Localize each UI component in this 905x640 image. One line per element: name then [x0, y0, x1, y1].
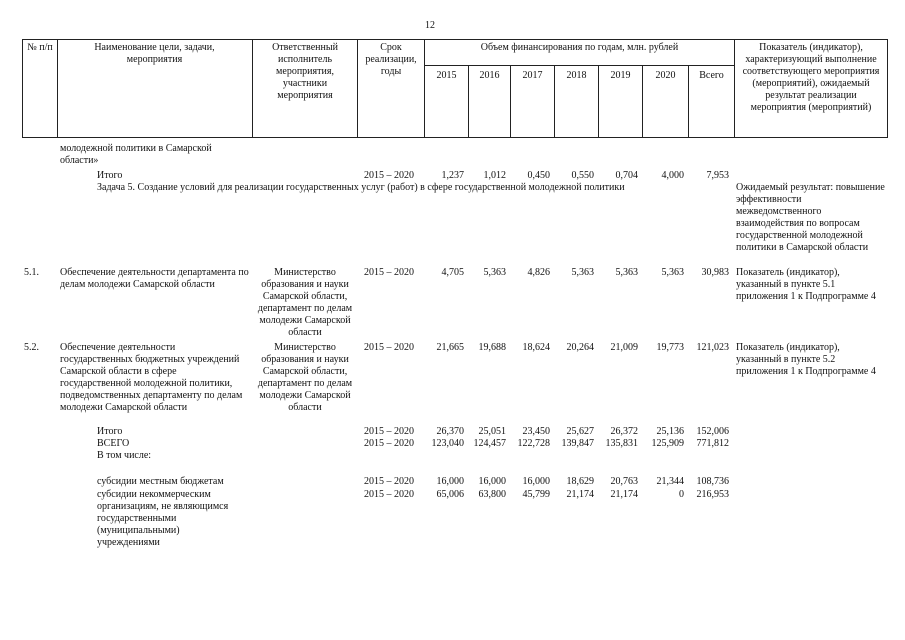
value-2015: 65,006: [436, 489, 464, 500]
header-term: Срок реализации, годы: [365, 42, 417, 77]
header-num: № п/п: [27, 42, 53, 53]
value-2020: 125,909: [651, 438, 684, 449]
row-label: субсидии некоммерческим организациям, не являющимся государственными (муниципальными) учреждениями: [97, 489, 229, 548]
header-year: 2018: [566, 70, 587, 81]
value-2017: 18,624: [522, 342, 550, 353]
value-2016: 63,800: [478, 489, 506, 500]
value-2019: 0,704: [615, 170, 638, 181]
value-2019: 26,372: [610, 426, 638, 437]
task-title: Задача 5. Создание условий для реализации государственных услуг (работ) в сфере государственной молодежной политики: [97, 182, 625, 193]
value-2015: 123,040: [431, 438, 464, 449]
value-2017: 4,826: [527, 267, 550, 278]
row-term: 2015 – 2020: [364, 342, 414, 353]
row-num: 5.2.: [24, 342, 39, 353]
value-2017: 45,799: [522, 489, 550, 500]
value-2018: 5,363: [571, 267, 594, 278]
row-name: Обеспечение деятельности департамента по делам молодежи Самарской области: [60, 267, 249, 290]
row-term: 2015 – 2020: [364, 438, 414, 449]
row-indicator: Показатель (индикатор), указанный в пункте 5.1 приложения 1 к Подпрограмме 4: [736, 267, 876, 302]
value-2016: 19,688: [478, 342, 506, 353]
value-2018: 20,264: [566, 342, 594, 353]
value-2018: 21,174: [566, 489, 594, 500]
header-name: Наименование цели, задачи, мероприятия: [94, 42, 215, 65]
page-number: 12: [425, 20, 435, 31]
value-2017: 122,728: [517, 438, 550, 449]
row-label: ВСЕГО: [97, 438, 130, 449]
value-2016: 124,457: [473, 438, 506, 449]
row-term: 2015 – 2020: [364, 476, 414, 487]
value-2015: 16,000: [436, 476, 464, 487]
value-total: 121,023: [696, 342, 729, 353]
value-2016: 1,012: [483, 170, 506, 181]
header-year: 2020: [655, 70, 676, 81]
value-2016: 25,051: [478, 426, 506, 437]
carry-over-text: молодежной политики в Самарской области»: [60, 143, 212, 166]
row-term: 2015 – 2020: [364, 267, 414, 278]
value-2019: 21,174: [610, 489, 638, 500]
value-2016: 5,363: [483, 267, 506, 278]
value-2019: 21,009: [610, 342, 638, 353]
value-total: 216,953: [696, 489, 729, 500]
value-2019: 135,831: [605, 438, 638, 449]
value-2015: 21,665: [436, 342, 464, 353]
value-2018: 25,627: [566, 426, 594, 437]
value-2018: 139,847: [561, 438, 594, 449]
row-term: 2015 – 2020: [364, 489, 414, 500]
value-2020: 5,363: [661, 267, 684, 278]
value-total: 771,812: [696, 438, 729, 449]
row-name: Обеспечение деятельности государственных бюджетных учреждений Самарской области в сфере государственной молодежной политики, подведомственных департаменту по делам молодежи Самарской области: [60, 342, 243, 413]
value-2018: 18,629: [566, 476, 594, 487]
header-year: 2015: [436, 70, 457, 81]
including-label: В том числе:: [97, 450, 152, 461]
value-total: 30,983: [701, 267, 729, 278]
value-total: 108,736: [696, 476, 729, 487]
value-2015: 26,370: [436, 426, 464, 437]
row-term: 2015 – 2020: [364, 426, 414, 437]
row-executor: Министерство образования и науки Самарской области, департамент по делам молодежи Самарской области: [257, 267, 353, 338]
row-executor: Министерство образования и науки Самарской области, департамент по делам молодежи Самарской области: [257, 342, 353, 413]
value-2020: 0: [679, 489, 684, 500]
value-2020: 19,773: [656, 342, 684, 353]
value-2016: 16,000: [478, 476, 506, 487]
value-2019: 5,363: [615, 267, 638, 278]
value-total: 7,953: [706, 170, 729, 181]
row-num: 5.1.: [24, 267, 39, 278]
row-label: субсидии местным бюджетам: [97, 476, 224, 487]
value-2017: 0,450: [527, 170, 550, 181]
row-label: Итого: [97, 170, 123, 181]
task-expected-result: Ожидаемый результат: повышение эффективности межведомственного взаимодействия по вопросам государственной молодежной политики в Самарской области: [736, 182, 885, 253]
row-label: Итого: [97, 426, 123, 437]
header-year: 2017: [522, 70, 543, 81]
value-2018: 0,550: [571, 170, 594, 181]
row-term: 2015 – 2020: [364, 170, 414, 181]
value-2019: 20,763: [610, 476, 638, 487]
header-year: 2016: [479, 70, 500, 81]
value-2020: 4,000: [661, 170, 684, 181]
value-total: 152,006: [696, 426, 729, 437]
header-total: Всего: [699, 70, 724, 81]
header-financing: Объем финансирования по годам, млн. рублей: [480, 42, 679, 53]
value-2017: 23,450: [522, 426, 550, 437]
value-2015: 1,237: [441, 170, 464, 181]
row-indicator: Показатель (индикатор), указанный в пункте 5.2 приложения 1 к Подпрограмме 4: [736, 342, 876, 377]
value-2020: 25,136: [656, 426, 684, 437]
value-2015: 4,705: [441, 267, 464, 278]
header-year: 2019: [610, 70, 631, 81]
header-indicator: Показатель (индикатор), характеризующий выполнение соответствующего мероприятия (мероприятий), ожидаемый результат реализации мероприятия (мероприятий): [742, 42, 880, 113]
header-executor: Ответственный исполнитель мероприятия, участники мероприятия: [272, 42, 338, 101]
value-2020: 21,344: [656, 476, 684, 487]
value-2017: 16,000: [522, 476, 550, 487]
